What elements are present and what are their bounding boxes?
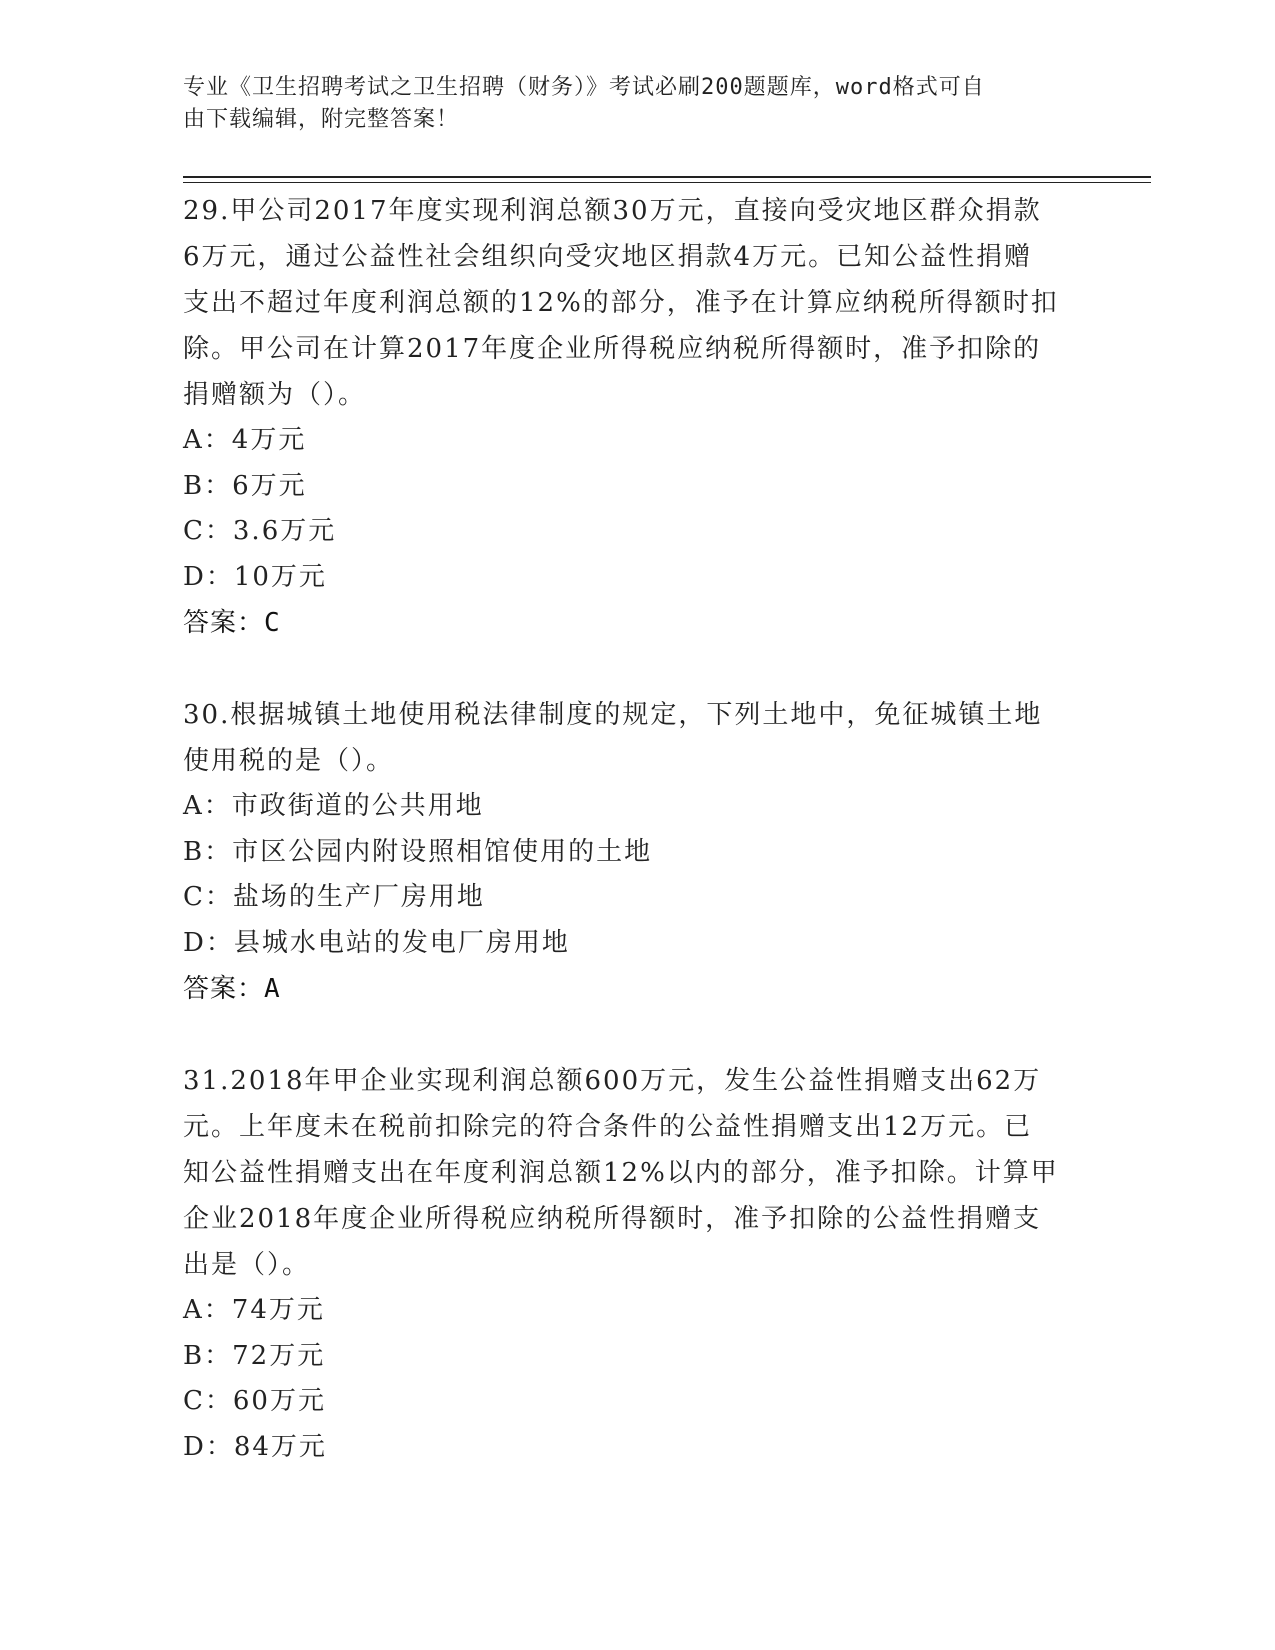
question-text-line: 捐赠额为（）。 — [183, 380, 367, 410]
option-a: A：4万元 — [183, 425, 307, 455]
question-text-line: 6万元，通过公益性社会组织向受灾地区捐款4万元。已知公益性捐赠 — [183, 242, 1033, 272]
option-b: B：市区公园内附设照相馆使用的土地 — [183, 836, 653, 867]
question-29 — [183, 188, 1083, 646]
option-a: A：市政街道的公共用地 — [183, 791, 484, 821]
option-d: D：县城水电站的发电厂房用地 — [183, 927, 570, 958]
header-rule-thin — [183, 182, 1151, 183]
option-b: B：6万元 — [183, 470, 307, 501]
option-c: C：60万元 — [183, 1386, 326, 1416]
question-text-line: 29.甲公司2017年度实现利润总额30万元，直接向受灾地区群众捐款 — [183, 196, 1042, 226]
question-30 — [183, 692, 1083, 1012]
question-gap — [183, 646, 1083, 692]
question-text-line: 知公益性捐赠支出在年度利润总额12%以内的部分，准予扣除。计算甲 — [183, 1158, 1059, 1188]
question-text-line: 30.根据城镇土地使用税法律制度的规定，下列土地中，免征城镇土地 — [183, 700, 1043, 730]
option-c: C：盐场的生产厂房用地 — [183, 882, 485, 912]
question-31 — [183, 1058, 1083, 1470]
question-list — [183, 188, 1083, 1470]
question-text-line: 出是（）。 — [183, 1250, 311, 1280]
option-d: D：10万元 — [183, 561, 327, 592]
document-header — [183, 72, 1063, 136]
option-c: C：3.6万元 — [183, 516, 337, 546]
answer-line: 答案：A — [183, 974, 281, 1004]
option-d: D：84万元 — [183, 1431, 327, 1462]
question-text-line: 企业2018年度企业所得税应纳税所得额时，准予扣除的公益性捐赠支 — [183, 1204, 1042, 1234]
option-a: A：74万元 — [183, 1295, 325, 1325]
question-text-line: 元。上年度未在税前扣除完的符合条件的公益性捐赠支出12万元。已 — [183, 1112, 1033, 1142]
question-gap — [183, 1012, 1083, 1058]
header-line-1: 专业《卫生招聘考试之卫生招聘（财务）》考试必刷200题题库，word格式可自 — [183, 75, 985, 100]
question-text-line: 使用税的是（）。 — [183, 746, 395, 776]
header-line-2: 由下载编辑，附完整答案！ — [183, 107, 460, 132]
question-text-line: 除。甲公司在计算2017年度企业所得税应纳税所得额时，准予扣除的 — [183, 334, 1042, 364]
answer-line: 答案：C — [183, 608, 281, 638]
header-rule-thick — [183, 176, 1151, 178]
question-text-line: 31.2018年甲企业实现利润总额600万元，发生公益性捐赠支出62万 — [183, 1066, 1042, 1096]
question-text-line: 支出不超过年度利润总额的12%的部分，准予在计算应纳税所得额时扣 — [183, 288, 1059, 318]
option-b: B：72万元 — [183, 1340, 326, 1371]
